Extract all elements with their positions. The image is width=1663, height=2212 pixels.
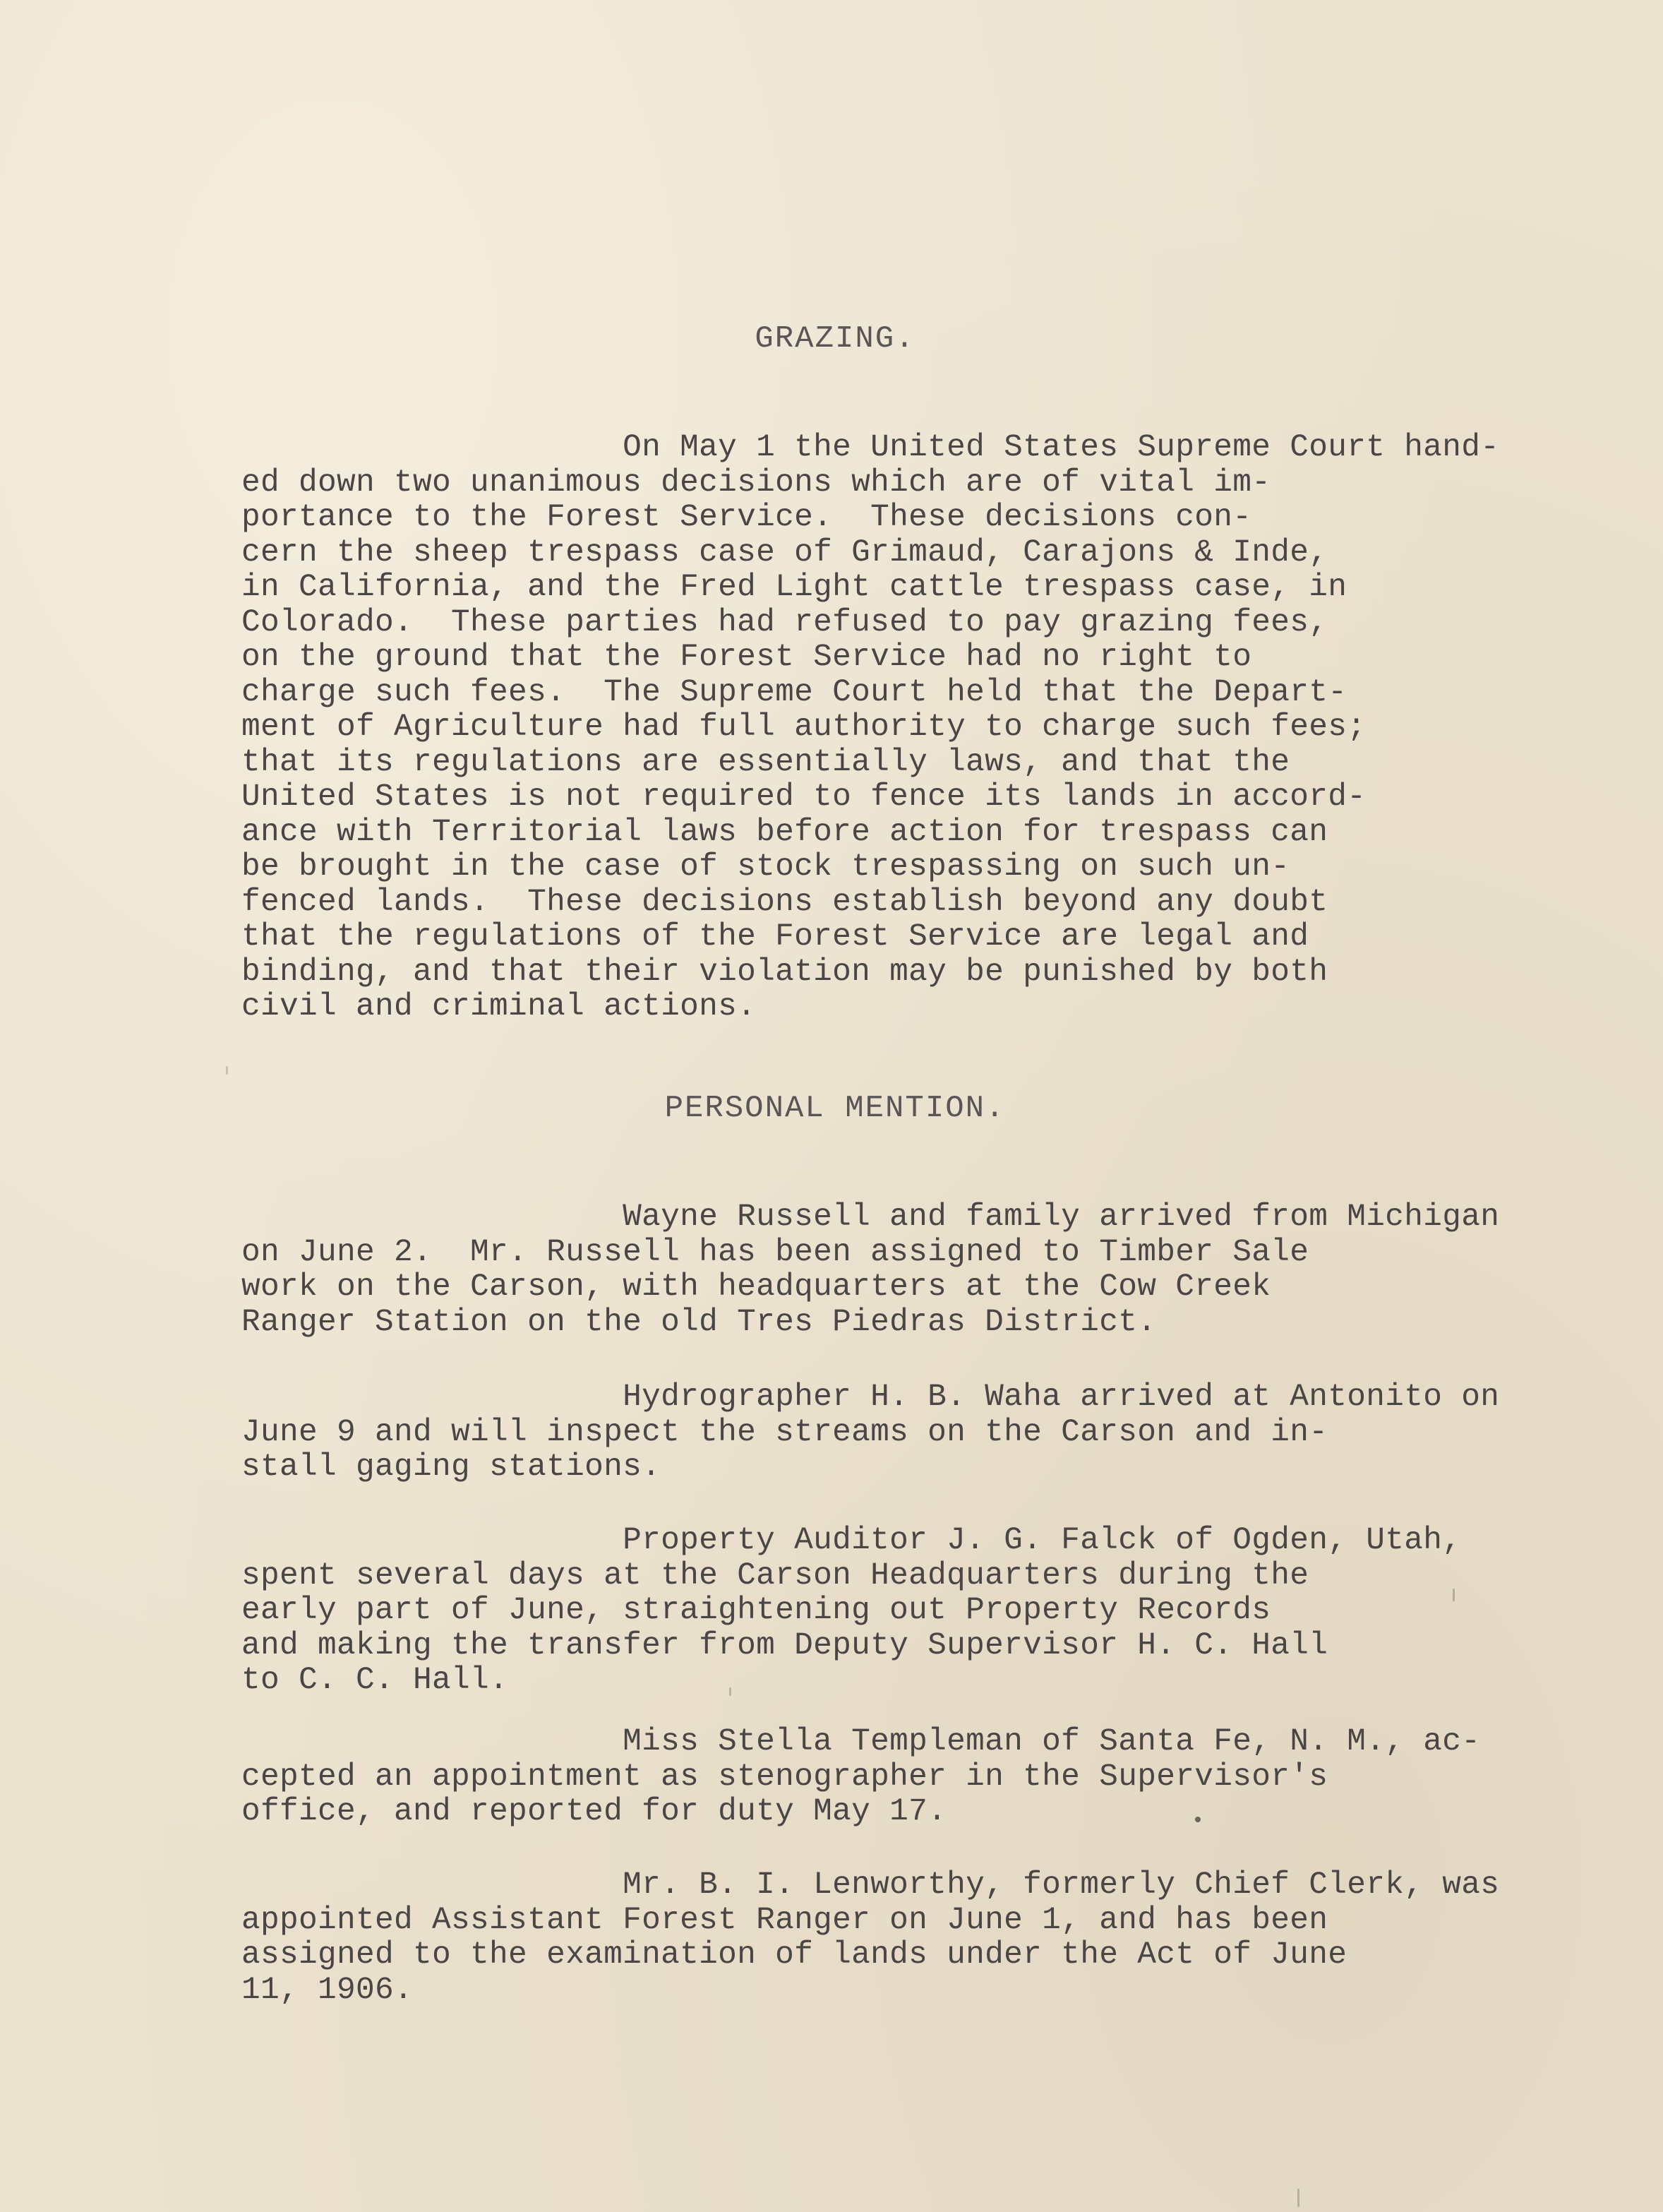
text-line: to C. C. Hall. [241,1663,509,1698]
grazing-paragraph [241,431,1498,1025]
text-line: Mr. B. I. Lenworthy, formerly Chief Clerk, was [241,1867,1500,1903]
text-line: 11, 1906. [241,1972,414,2008]
text-line: Miss Stella Templeman of Santa Fe, N. M., ac- [241,1724,1481,1759]
text-line: On May 1 the United States Supreme Court hand- [241,430,1500,465]
text-line: on the ground that the Forest Service had no right to [241,640,1252,675]
paper-mark [226,1066,228,1075]
text-line: assigned to the examination of lands under the Act of June [241,1937,1347,1973]
text-line: Ranger Station on the old Tres Piedras District. [241,1304,1157,1340]
text-line: spent several days at the Carson Headquarters during the [241,1558,1309,1594]
text-line: June 9 and will inspect the streams on the Carson and in- [241,1414,1328,1450]
text-line: office, and reported for duty May 17. [241,1794,947,1829]
text-line: stall gaging stations. [241,1449,661,1485]
text-line: in California, and the Fred Light cattle trespass case, in [241,570,1347,605]
text-line: United States is not required to fence its lands in accord- [241,779,1367,815]
text-line: portance to the Forest Service. These decisions con- [241,500,1252,535]
section-heading-grazing: GRAZING. [755,321,915,357]
text-line: that the regulations of the Forest Service are legal and [241,919,1309,955]
text-line: ment of Agriculture had full authority to charge such fees; [241,710,1367,745]
section-heading-personal-mention: PERSONAL MENTION. [664,1091,1006,1126]
personal-paragraph-templeman [241,1725,1498,1830]
text-line: ed down two unanimous decisions which are of vital im- [241,465,1271,501]
text-line: cern the sheep trespass case of Grimaud, Carajons & Inde, [241,534,1328,570]
personal-paragraph-lenworthy [241,1868,1498,2008]
text-line: be brought in the case of stock trespassing on such un- [241,849,1290,885]
text-line: Property Auditor J. G. Falck of Ogden, Utah, [241,1523,1462,1558]
text-line: on June 2. Mr. Russell has been assigned to Timber Sale [241,1234,1309,1270]
text-line: early part of June, straightening out Property Records [241,1593,1271,1628]
text-line: Hydrographer H. B. Waha arrived at Antonito on [241,1380,1500,1415]
text-line: fenced lands. These decisions establish beyond any doubt [241,884,1328,920]
personal-paragraph-russell [241,1200,1498,1340]
text-line: binding, and that their violation may be punished by both [241,954,1328,990]
text-line: charge such fees. The Supreme Court held that the Depart- [241,674,1347,710]
text-line: Colorado. These parties had refused to pay grazing fees, [241,604,1328,640]
text-line: cepted an appointment as stenographer in the Supervisor's [241,1759,1328,1795]
text-line: work on the Carson, with headquarters at the Cow Creek [241,1269,1271,1305]
text-line: civil and criminal actions. [241,989,757,1024]
text-line: and making the transfer from Deputy Supervisor H. C. Hall [241,1627,1328,1663]
text-line: ance with Territorial laws before action for trespass can [241,814,1328,850]
paper-mark [1297,2189,1299,2207]
text-line: that its regulations are essentially laws, and that the [241,744,1290,780]
text-line: appointed Assistant Forest Ranger on June 1, and has been [241,1902,1328,1938]
personal-paragraph-waha [241,1380,1498,1485]
text-line: Wayne Russell and family arrived from Michigan [241,1200,1500,1235]
personal-paragraph-falck [241,1524,1498,1699]
